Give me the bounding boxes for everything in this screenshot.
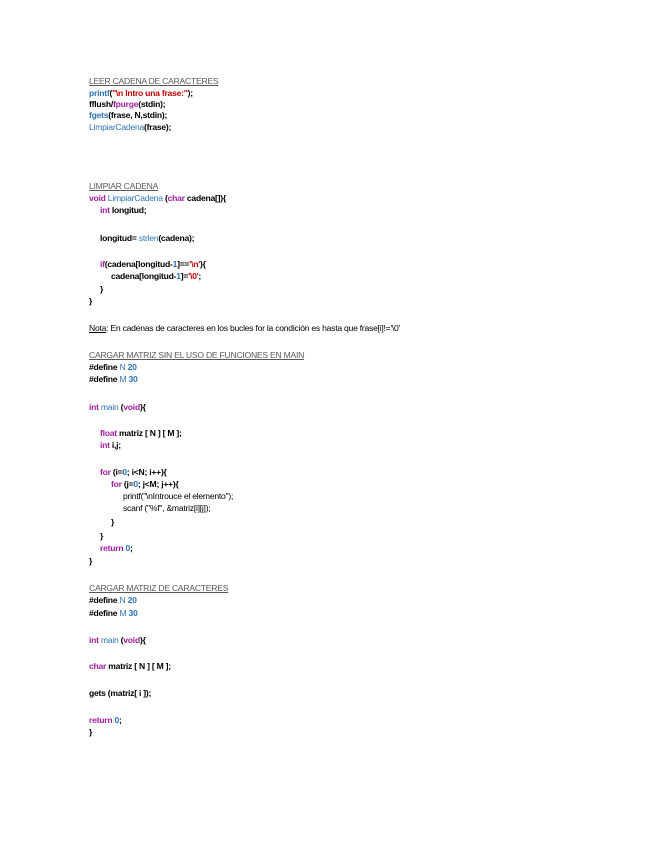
code-line: [100, 543, 133, 554]
code-line: [89, 608, 138, 619]
code-token: ){: [139, 635, 146, 645]
code-line: }: [89, 727, 93, 737]
code-token: strlen: [138, 233, 159, 243]
code-line: [89, 99, 165, 110]
code-token: M: [117, 608, 129, 618]
code-token: (: [120, 635, 124, 645]
code-token: (: [109, 88, 113, 98]
section-title-leer-cadena: LEER CADENA DE CARACTERES: [89, 76, 219, 86]
code-token: printf: [89, 88, 110, 98]
code-token: (j=: [121, 479, 134, 489]
code-token: 0: [114, 715, 120, 725]
code-token: (frase, N,stdin);: [108, 110, 168, 120]
code-token: longitud=: [100, 233, 139, 243]
code-token: 30: [128, 374, 138, 384]
note-line: [89, 323, 400, 334]
code-token: M: [117, 374, 129, 384]
code-token: return: [89, 715, 113, 725]
code-token: fgets: [89, 110, 109, 120]
code-token: (: [120, 402, 124, 412]
code-token: 20: [127, 362, 137, 372]
code-token: 0: [122, 467, 127, 477]
code-token: if: [100, 259, 105, 269]
code-token: );: [187, 88, 193, 98]
code-token: ){: [139, 402, 146, 412]
code-token: (cadena);: [158, 233, 195, 243]
code-line: [100, 428, 182, 439]
code-token: N: [117, 595, 128, 605]
code-token: LimpiarCadena: [105, 193, 165, 203]
code-token: #define: [89, 608, 118, 618]
code-token: void: [89, 193, 106, 203]
note-label: Nota: [89, 323, 107, 333]
section-title-cargar-matriz: CARGAR MATRIZ SIN EL USO DE FUNCIONES EN MAIN: [89, 350, 305, 360]
code-token: N: [117, 362, 128, 372]
code-token: int: [100, 440, 110, 450]
code-token: ){: [200, 259, 206, 269]
code-line: [111, 271, 201, 282]
code-token: char: [89, 661, 107, 671]
code-token: int: [89, 635, 99, 645]
code-token: ;: [130, 543, 133, 553]
code-line: [89, 595, 137, 606]
code-line: [111, 479, 179, 490]
code-line: gets (matriz[ i ]);: [89, 688, 152, 698]
code-token: int: [100, 205, 110, 215]
code-token: for: [100, 467, 111, 477]
code-token: ;: [119, 715, 122, 725]
code-line: [100, 205, 146, 216]
code-token: (stdin);: [138, 99, 166, 109]
code-token: longitud;: [109, 205, 147, 215]
code-token: fpurge: [113, 99, 139, 109]
code-line: }: [89, 556, 93, 566]
section-title-limpiar-cadena: LIMPIAR CADENA: [89, 181, 159, 191]
code-token: 30: [128, 608, 138, 618]
code-line: [100, 259, 206, 270]
code-line: [100, 233, 194, 244]
code-line: [89, 362, 137, 373]
code-token: (i=: [110, 467, 123, 477]
code-token: ]=: [180, 271, 189, 281]
code-token: 0: [125, 543, 131, 553]
code-token: int: [89, 402, 99, 412]
code-token: ;: [198, 271, 202, 281]
code-token: #define: [89, 595, 118, 605]
code-token: matriz [ N ] [ M ];: [116, 428, 182, 438]
code-line: [89, 661, 171, 672]
code-line: printf("\nIntrouce el elemento");: [123, 491, 234, 501]
code-token: ]==: [177, 259, 190, 269]
code-line: [89, 88, 193, 99]
code-token: char: [167, 193, 185, 203]
code-token: 20: [127, 595, 137, 605]
code-token: (: [164, 193, 168, 203]
code-token: "\n Intro una frase:": [112, 88, 188, 98]
code-line: [89, 110, 167, 121]
code-token: (frase);: [144, 122, 172, 132]
code-line: [89, 374, 138, 385]
code-token: cadena[]){: [184, 193, 226, 203]
code-token: (cadena[longitud-: [104, 259, 173, 269]
code-token: main: [98, 635, 121, 645]
code-token: fflush/: [89, 99, 114, 109]
code-token: #define: [89, 374, 118, 384]
code-token: '\n': [189, 259, 201, 269]
code-token: void: [123, 635, 140, 645]
code-token: matriz [ N ] [ M ];: [106, 661, 171, 671]
code-line: [89, 635, 146, 646]
code-token: float: [100, 428, 117, 438]
code-token: return: [100, 543, 124, 553]
code-line: }: [100, 284, 104, 294]
code-line: [100, 467, 167, 478]
code-token: i,j;: [109, 440, 121, 450]
code-line: [89, 402, 146, 413]
code-line: [89, 193, 226, 204]
code-line: [89, 715, 122, 726]
code-token: 0: [133, 479, 138, 489]
code-line: [100, 440, 121, 451]
code-token: 1: [176, 271, 181, 281]
code-token: cadena[longitud-: [111, 271, 177, 281]
section-title-cargar-caracteres: CARGAR MATRIZ DE CARACTERES: [89, 583, 229, 593]
code-token: 1: [172, 259, 178, 269]
code-line: }: [89, 296, 93, 306]
code-line: }: [100, 531, 104, 541]
code-line: [89, 122, 171, 133]
code-line: }: [111, 517, 115, 527]
note-text: : En cadenas de caracteres en los bucles for la condición es hasta que frase[i]!='\0': [106, 323, 400, 333]
code-token: LimpiarCadena: [89, 122, 145, 132]
code-token: main: [98, 402, 121, 412]
code-token: void: [123, 402, 140, 412]
code-token: '\0': [188, 271, 199, 281]
code-token: ; i<N; i++){: [126, 467, 167, 477]
code-line: scanf ("%f", &matriz[i][j]);: [123, 503, 211, 513]
code-token: for: [111, 479, 122, 489]
code-token: ; j<M; j++){: [137, 479, 179, 489]
code-token: #define: [89, 362, 118, 372]
